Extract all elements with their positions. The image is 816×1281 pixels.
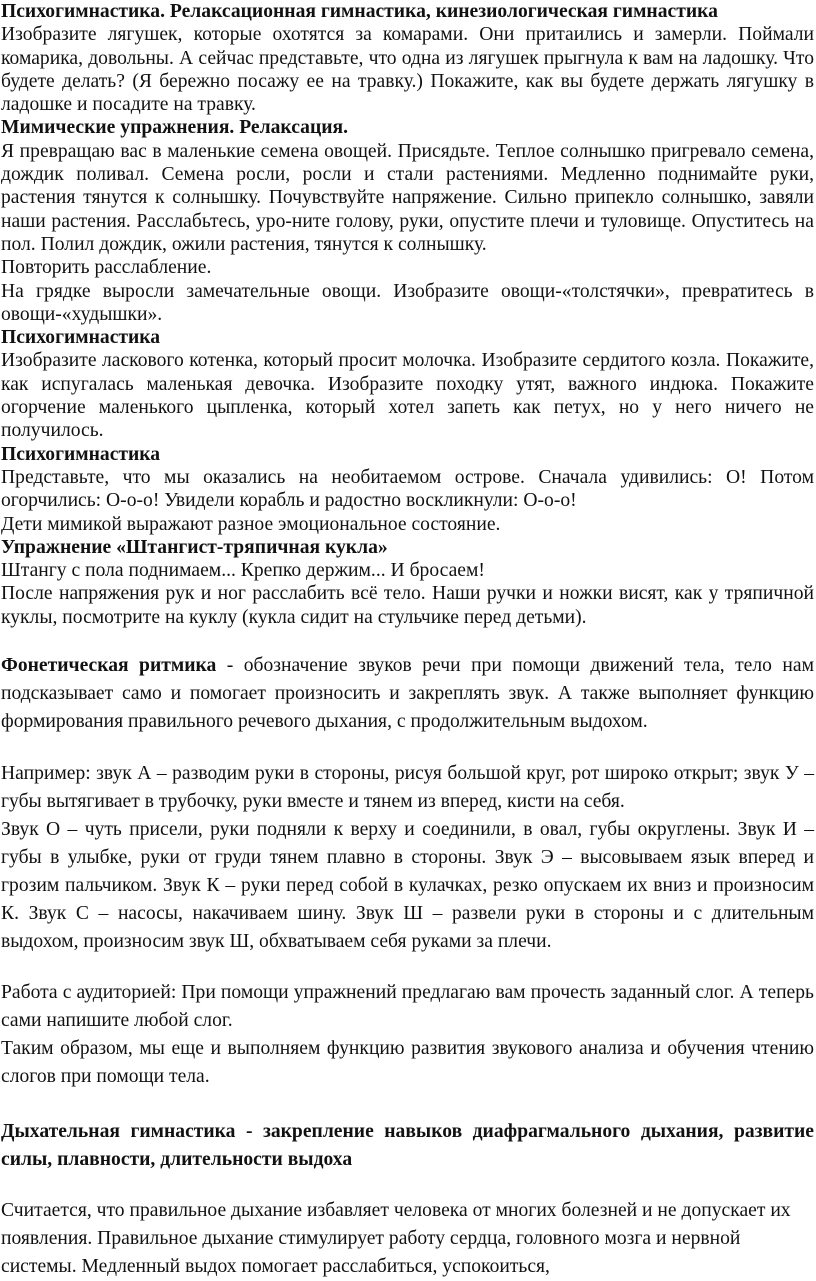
paragraph-barbell: Штангу с пола поднимаем... Крепко держим... И бросаем! — [1, 560, 485, 582]
paragraph-vegetable-seeds: Я превращаю вас в маленькие семена овощей. Присядьте. Теплое солнышко пригревало семена, дождик поливал. Семена росли, росли и стали растениями. Медленно поднимайте руки, растения тянутся к солнышку. Почувствуйте напряжение. Сильно припекло солнышко, завяли наши растения. Расслабьтесь, уро-ните голову, руки, опустите плечи и туловище. Опуститесь на пол. Полил дождик, ожили растения, тянутся к солнышку. — [1, 140, 814, 255]
paragraph-rag-doll: После напряжения рук и ног расслабить всё тело. Наши ручки и ножки висят, как у тряпичной куклы, посмотрите на куклу (кукла сидит на стульчике перед детьми). — [1, 583, 814, 628]
paragraph-sound-examples-1: Например: звук А – разводим руки в стороны, рисуя большой круг, рот широко открыт; звук У – губы вытягивает в трубочку, руки вместе и тянем из вперед, кисти на себя. — [1, 762, 814, 812]
phonetic-term: Фонетическая ритмика — [1, 655, 217, 677]
paragraph-mimic-emotions: Дети мимикой выражают разное эмоциональное состояние. — [1, 513, 501, 535]
paragraph-conclusion: Таким образом, мы еще и выполняем функцию развития звукового анализа и обучения чтению слогов при помощи тела. — [1, 1037, 814, 1087]
section-heading-psycho-gymnastics-1: Психогимнастика — [1, 327, 161, 349]
paragraph-kitten-goat: Изобразите ласкового котенка, который просит молочка. Изобразите сердитого козла. Покажите, как испугалась маленькая девочка. Изобразите походку утят, важного индюка. Покажите огорчение маленького цыпленка, который хотел запеть как петух, но у него ничего не получилось. — [1, 350, 814, 442]
phonetic-definition: - обозначение звуков речи при помощи движений тела, тело нам подсказывает само и помогает произносить и закреплять звук. А также выполняет функцию формирования правильного речевого дыхания, с продолжительным выдохом. — [1, 655, 814, 733]
section-heading-mimic-exercises: Мимические упражнения. Релаксация. — [1, 117, 349, 139]
paragraph-desert-island: Представьте, что мы оказались на необитаемом острове. Сначала удивились: О! Потом огорчились: О-о-о! Увидели корабль и радостно воскликнули: О-о-о! — [1, 466, 814, 512]
paragraph-repeat-relaxation: Повторить расслабление. — [1, 257, 212, 279]
section-heading-weightlifter-doll: Упражнение «Штангист-тряпичная кукла» — [1, 536, 388, 558]
section-heading-psycho-gymnastics-2: Психогимнастика — [1, 443, 161, 465]
spacer — [1, 1174, 814, 1197]
spacer — [1, 956, 814, 979]
paragraph-sound-examples-2: Звук О – чуть присели, руки подняли к верху и соединили, в овал, губы округлены. Звук И – губы в улыбке, руки от груди тянем плавно в стороны. Звук Э – высовываем язык вперед и грозим пальчиком. Звук К – руки перед собой в кулачках, резко опускаем их вниз и произносим К. Звук С – насосы, накачиваем шину. Звук Ш – развели руки в стороны и с длительным выдохом, произносим звук Ш, обхватываем себя руками за плечи. — [1, 818, 814, 952]
paragraph-frogs: Изобразите лягушек, которые охотятся за комарами. Они притаились и замерли. Поймали комарика, довольны. А сейчас представьте, что одна из лягушек прыгнула к вам на ладошку. Что будете делать? (Я бережно посажу ее на травку.) Покажите, как вы будете держать лягушку в ладошке и посадите на травку. — [1, 24, 814, 116]
spacer — [1, 629, 814, 652]
spacer — [1, 1091, 814, 1118]
paragraph-breathing: Считается, что правильное дыхание избавляет человека от многих болезней и не допускает их появления. Правильное дыхание стимулирует работу сердца, головного мозга и нервной системы. Медленный выдох помогает расслабиться, успокоиться, — [1, 1200, 791, 1278]
section-heading-breathing-gymnastics: Дыхательная гимнастика - закрепление навыков диафрагмального дыхания, развитие силы, плавности, длительности выдоха — [1, 1120, 814, 1170]
paragraph-audience-work: Работа с аудиторией: При помощи упражнений предлагаю вам прочесть заданный слог. А теперь сами напишите любой слог. — [1, 981, 814, 1031]
paragraph-phonetic-rhythmics — [1, 652, 814, 736]
section-heading-relaxation-gymnastics: Психогимнастика. Релаксационная гимнастика, кинезиологическая гимнастика — [1, 1, 718, 22]
spacer — [1, 736, 814, 759]
paragraph-vegetables-garden: На грядке выросли замечательные овощи. Изобразите овощи-«толстячки», превратитесь в овощи-«худышки». — [1, 280, 814, 325]
